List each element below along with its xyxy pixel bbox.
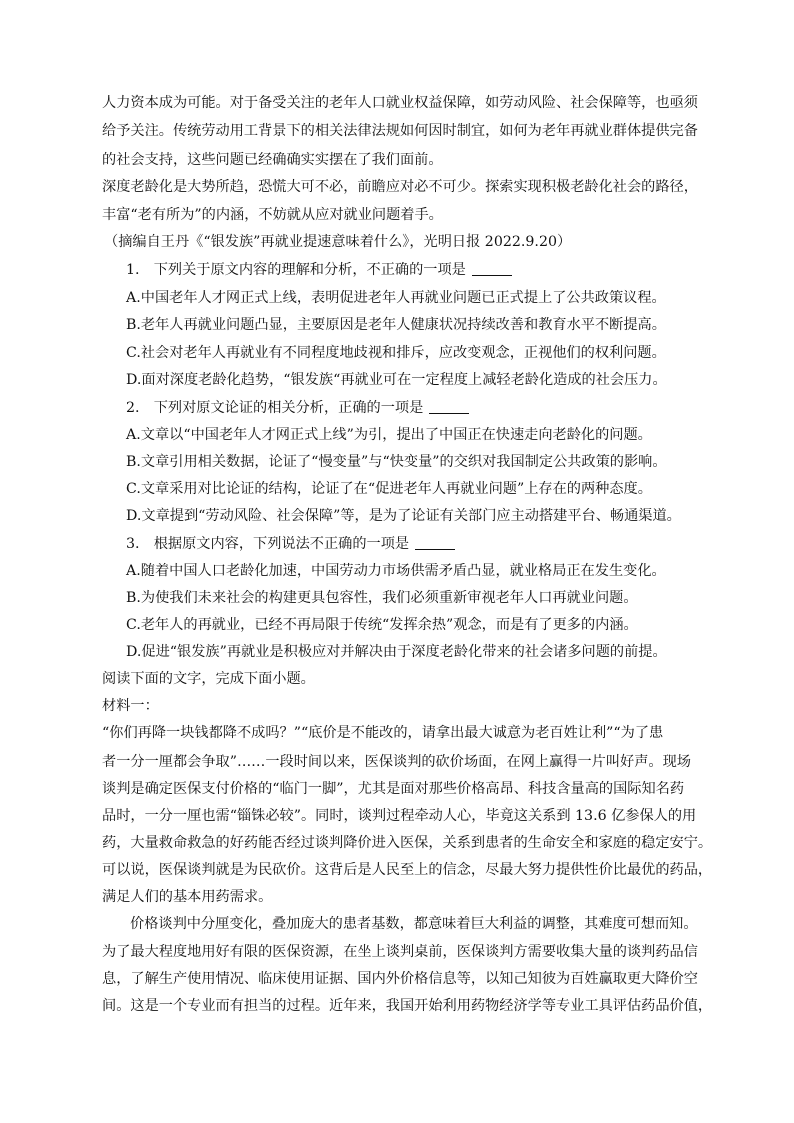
question-2-option-d: D.文章提到“劳动风险、社会保障”等，是为了论证有关部门应主动搭建平台、畅通渠道。 [126, 508, 681, 524]
question-1-option-c: C.社会对老年人再就业有不同程度地歧视和排斥，应改变观念，正视他们的权利问题。 [126, 345, 666, 361]
question-1-option-d: D.面对深度老龄化趋势，“银发族“再就业可在一定程度上减轻老龄化造成的社会压力。 [126, 372, 667, 388]
question-3-option-a: A.随着中国人口老龄化加速，中国劳动力市场供需矛盾凸显，就业格局正在发生变化。 [126, 563, 666, 579]
answer-blank [429, 399, 469, 414]
question-2-option-c: C.文章采用对比论证的结构，论证了在“促进老年人再就业问题”上存在的两种态度。 [126, 481, 652, 497]
material-1-line-7: 满足人们的基本用药需求。 [102, 889, 273, 905]
material-1-line-1: “你们再降一块钱都降不成吗？”“底价是不能改的，请拿出最大诚意为老百姓让利”“为了患 [102, 725, 664, 741]
paragraph-1-line-1: 人力资本成为可能。对于备受关注的老年人口就业权益保障，如劳动风险、社会保障等，也亟须 [102, 95, 698, 111]
paragraph-2-line-2: 丰富“老有所为”的内涵，不妨就从应对就业问题着手。 [102, 207, 443, 223]
citation: （摘编自王丹《“银发族”再就业提速意味着什么》，光明日报 2022.9.20） [104, 234, 572, 250]
material-label: 材料一： [102, 698, 159, 714]
paragraph-1-line-2: 给予关注。传统劳动用工背景下的相关法律法规如何因时制宜，如何为老年再就业群体提供完备 [102, 123, 698, 139]
paragraph-1-line-3: 的社会支持，这些问题已经确确实实摆在了我们面前。 [102, 152, 443, 168]
paragraph-2-line-1: 深度老龄化是大势所趋，恐慌大可不必，前瞻应对必不可少。探索实现积极老龄化社会的路径， [102, 179, 698, 195]
material-1-line-4: 品时，一分一厘也需“锱铢必较”。同时，谈判过程牵动人心，毕竟这关系到 13.6 亿参保人的用 [102, 808, 697, 824]
question-1-option-a: A.中国老年人才网正式上线，表明促进老年人再就业问题已正式提上了公共政策议程。 [126, 290, 666, 306]
material-2-line-3: 息，了解生产使用情况、临床使用证据、国内外价格信息等，以知己知彼为百姓赢取更大降价空 [102, 971, 698, 987]
material-1-line-2: 者一分一厘都会争取”……一段时间以来，医保谈判的砍价场面，在网上赢得一片叫好声。现场 [102, 754, 691, 770]
question-1-stem [126, 260, 512, 280]
material-1-line-3: 谈判是确定医保支付价格的“临门一脚”，尤其是面对那些价格高昂、科技含量高的国际知名药 [102, 781, 685, 797]
question-2-stem-text: 2. 下列对原文论证的相关分析，正确的一项是 [126, 400, 424, 416]
material-2-line-4: 间。这是一个专业而有担当的过程。近年来，我国开始利用药物经济学等专业工具评估药品价值， [102, 998, 713, 1014]
answer-blank [415, 535, 455, 550]
question-3-option-c: C.老年人的再就业，已经不再局限于传统“发挥余热”观念，而是有了更多的内涵。 [126, 617, 638, 633]
question-2-stem [126, 398, 469, 418]
material-1-line-6: 可以说，医保谈判就是为民砍价。这背后是人民至上的信念，尽最大努力提供性价比最优的药品， [102, 862, 713, 878]
question-3-stem-text: 3. 根据原文内容，下列说法不正确的一项是 [126, 536, 410, 552]
question-1-stem-text: 1. 下列关于原文内容的理解和分析，不正确的一项是 [126, 262, 466, 278]
question-2-option-b: B.文章引用相关数据，论证了“慢变量”与“快变量”的交织对我国制定公共政策的影响。 [126, 454, 667, 470]
question-1-option-b: B.老年人再就业问题凸显，主要原因是老年人健康状况持续改善和教育水平不断提高。 [126, 317, 666, 333]
answer-blank [472, 261, 512, 276]
question-3-option-d: D.促进“银发族”再就业是积极应对并解决由于深度老龄化带来的社会诸多问题的前提。 [126, 644, 667, 660]
material-2-line-1: 价格谈判中分厘变化，叠加庞大的患者基数，都意味着巨大利益的调整，其难度可想而知。 [130, 916, 698, 932]
question-3-option-b: B.为使我们未来社会的构建更具包容性，我们必须重新审视老年人口再就业问题。 [126, 590, 638, 606]
question-3-stem [126, 534, 455, 554]
question-2-option-a: A.文章以“中国老年人才网正式上线”为引，提出了中国正在快速走向老龄化的问题。 [126, 427, 652, 443]
material-2-line-2: 为了最大程度地用好有限的医保资源，在坐上谈判桌前，医保谈判方需要收集大量的谈判药品信 [102, 944, 698, 960]
reading-instruction: 阅读下面的文字，完成下面小题。 [102, 671, 315, 687]
material-1-line-5: 药，大量救命救急的好药能否经过谈判降价进入医保，关系到患者的生命安全和家庭的稳定安宁。 [102, 835, 713, 851]
